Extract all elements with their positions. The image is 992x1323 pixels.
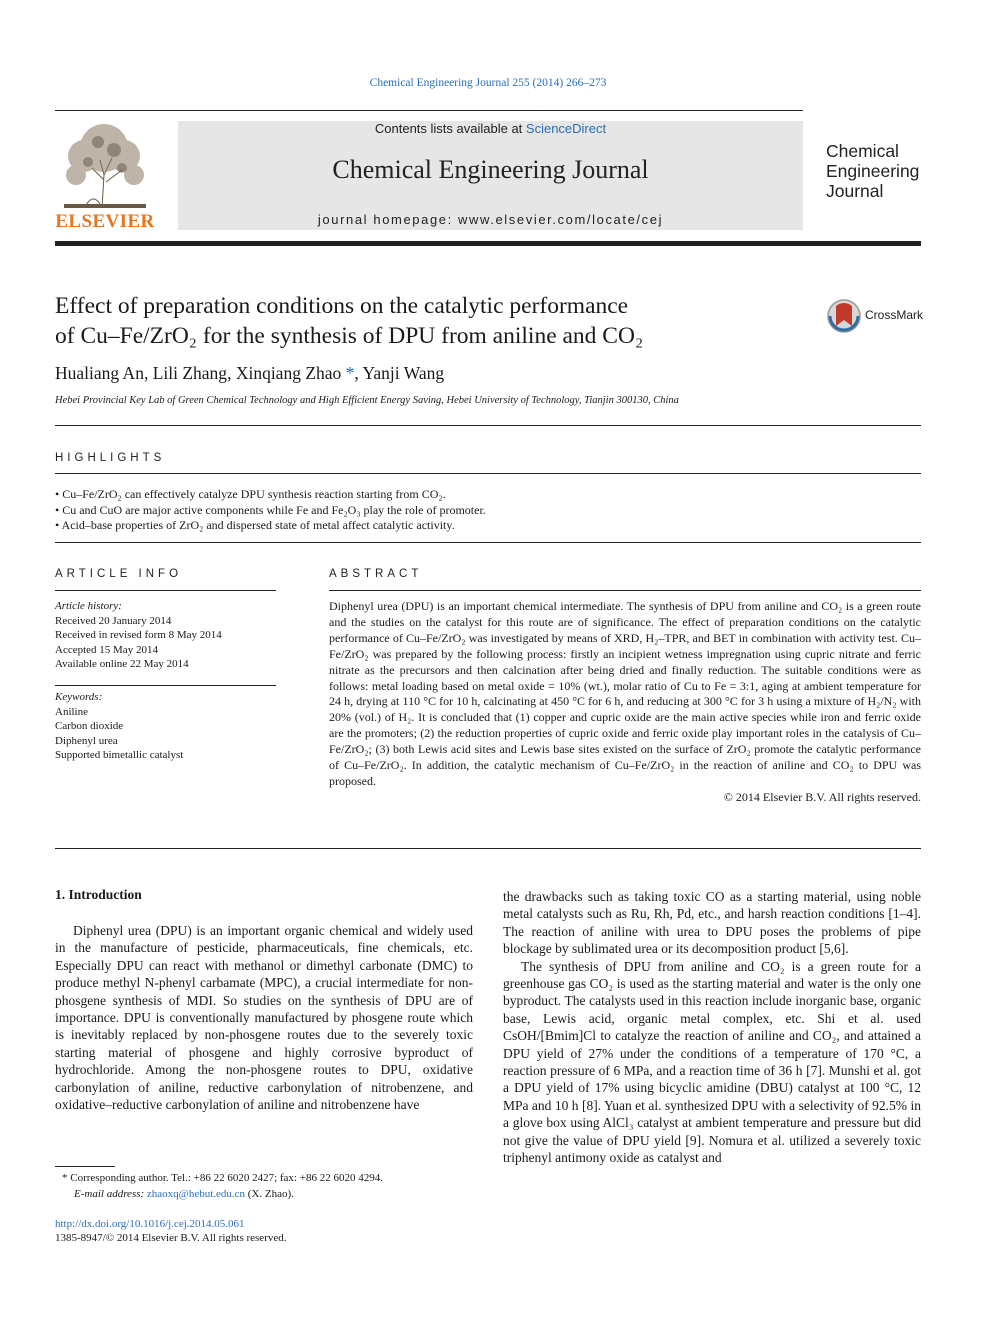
keyword: Aniline bbox=[55, 705, 88, 718]
journal-homepage[interactable]: journal homepage: www.elsevier.com/locate/cej bbox=[317, 212, 664, 227]
paragraph: The synthesis of DPU from aniline and CO₂ is a green route for a greenhouse gas CO₂ is used as the starting material and water is the only one byproduct. The catalysts used in this reaction include inorganic base, organic base, Lewis acid, organic metal complex, etc. Shi et al. used CsOH/[Bmim]Cl to catalyze the reaction of aniline and CO₂, and attained a DPU yield of 27% under the conditions of a temperature of 170 °C, a reaction pressure of 6 MPa, and a reaction time of 36 h [7]. Munshi et al. got a DPU yield of 17% using bicyclic amidine (DBU) catalyst at 100 °C, 12 MPa and 10 h [8]. Yuan et al. synthesized DPU with a selectivity of 92.5% in a glove box using AlCl₃ catalyst at ambient temperature and pressure but did not give the value of DPU yield [9]. Nomura et al. utilized a severely toxic triphenyl antimony oxide as catalyst and bbox=[503, 958, 921, 1166]
corresponding-footnote: * Corresponding author. Tel.: +86 22 6020 2427; fax: +86 22 6020 4294. bbox=[62, 1172, 383, 1184]
elsevier-tree-logo bbox=[54, 120, 156, 210]
thick-header-rule bbox=[55, 241, 921, 246]
doi-link[interactable]: http://dx.doi.org/10.1016/j.cej.2014.05.061 bbox=[55, 1218, 245, 1230]
intro-left-column bbox=[55, 922, 473, 1113]
keyword: Supported bimetallic catalyst bbox=[55, 749, 184, 761]
author-name: Lili Zhang bbox=[152, 363, 228, 383]
abstract-text: Diphenyl urea (DPU) is an important chemical intermediate. The synthesis of DPU from aniline and CO₂ is a green route and the studies on the catalyst for this route are of significance. The effect of preparation conditions on the catalytic performance of Cu–Fe/ZrO₂ was investigated by means of XRD, H₂–TPR, and BET in combination with activity test. Cu–Fe/ZrO₂ was prepared by the following process: firstly an incipient wetness impregnation using cupric nitrate and ferric nitrate as the precursors and then calcination after being dried and finally reduction. The suitable conditions were as follows: metal loading based on metal oxide = 10% (wt.), molar ratio of Cu to Fe = 3:1, aging at ambient temperature for 24 h, drying at 110 °C for 10 h, calcinating at 450 °C for 6 h, and reducing at 300 °C for 3 h using a mixture of H₂/N₂ with 20% (vol.) of H₂. It is concluded that (1) copper and cupric oxide are the main active species while iron and ferric oxide are the promoters; (2) the reduction properties of cupric oxide and ferric oxide play important roles in the catalysis of Cu–Fe/ZrO₂; (3) both Lewis acid sites and Lewis base sites existed on the surface of ZrO₂ promote the catalytic performance of Cu–Fe/ZrO₂. In addition, the catalytic mechanism of Cu–Fe/ZrO₂ in the reaction of aniline and CO₂ to DPU was proposed. bbox=[329, 599, 921, 788]
title-line: Effect of preparation conditions on the catalytic performance bbox=[55, 293, 629, 319]
keyword: Diphenyl urea bbox=[55, 734, 118, 747]
rule bbox=[55, 848, 921, 849]
rule bbox=[55, 590, 276, 591]
rule bbox=[55, 473, 921, 474]
article-history bbox=[55, 599, 285, 672]
journal-name: Chemical Engineering Journal bbox=[332, 155, 649, 184]
author-name: Xinqiang Zhao bbox=[235, 363, 342, 383]
highlight-item: • Cu and CuO are major active components while Fe and Fe₂O₃ play the role of promoter. bbox=[55, 503, 486, 517]
highlight-item: • Acid–base properties of ZrO₂ and dispersed state of metal affect catalytic activity. bbox=[55, 518, 455, 532]
issn-line: 1385-8947/© 2014 Elsevier B.V. All rights reserved. bbox=[55, 1232, 287, 1244]
header-rule bbox=[55, 110, 803, 111]
author-name: Hualiang An bbox=[55, 363, 144, 383]
keywords bbox=[55, 690, 285, 763]
history-label: Article history: bbox=[55, 600, 122, 612]
history-item: Received in revised form 8 May 2014 bbox=[55, 629, 222, 641]
history-item: Accepted 15 May 2014 bbox=[55, 643, 158, 656]
highlights-heading: HIGHLIGHTS bbox=[55, 452, 166, 464]
email-label: E-mail address: bbox=[74, 1188, 145, 1200]
journal-cover-title bbox=[826, 141, 919, 201]
cover-line: Engineering bbox=[826, 161, 920, 181]
history-item: Available online 22 May 2014 bbox=[55, 658, 189, 670]
footnote-rule bbox=[55, 1166, 115, 1167]
email-suffix: (X. Zhao). bbox=[247, 1188, 294, 1200]
sciencedirect-link[interactable]: ScienceDirect bbox=[525, 121, 607, 136]
abstract-body bbox=[329, 599, 921, 806]
author-list: Hualiang An, Lili Zhang, Xinqiang Zhao *, Yanji Wang bbox=[55, 363, 445, 383]
crossmark-label[interactable]: CrossMark bbox=[865, 308, 924, 322]
email-footnote bbox=[74, 1187, 294, 1202]
rule bbox=[55, 542, 921, 543]
section-heading: 1. Introduction bbox=[55, 887, 142, 902]
title-line: of Cu–Fe/ZrO₂ for the synthesis of DPU from aniline and CO₂ bbox=[55, 323, 644, 349]
rule bbox=[55, 425, 921, 426]
email-link[interactable]: zhaoxq@hebut.edu.cn bbox=[146, 1188, 246, 1200]
highlight-item: • Cu–Fe/ZrO₂ can effectively catalyze DPU synthesis reaction starting from CO₂. bbox=[55, 487, 446, 501]
history-item: Received 20 January 2014 bbox=[55, 614, 172, 627]
elsevier-wordmark: ELSEVIER bbox=[55, 211, 155, 232]
rule bbox=[329, 590, 921, 591]
contents-prefix: Contents lists available at bbox=[374, 121, 526, 136]
cover-line: Journal bbox=[826, 181, 884, 201]
rule bbox=[55, 685, 276, 686]
crossmark-icon[interactable] bbox=[826, 298, 862, 334]
contents-line bbox=[178, 121, 803, 136]
paragraph: Diphenyl urea (DPU) is an important organic chemical and widely used in the manufacture of pesticide, pharmaceuticals, fine chemicals, etc. Especially DPU can react with methanol or dimethyl carbonate (DMC) to produce methyl N-phenyl carbamate (MPC), a crucial intermediate for non-phosgene synthesis of MDI. So studies on the synthesis of DPU are of importance. DPU is conventionally manufactured by phosgene route which is inevitably replaced by non-phosgene routes due to the severely toxic starting material of phosgene and highly corrosive byproduct of hydrochloride. Among the non-phosgene routes to DPU, oxidative carbonylation of aniline, reductive carbonylation of nitrobenzene, and oxidative–reductive carbonylation of aniline and nitrobenzene have bbox=[55, 923, 473, 1113]
journal-citation[interactable]: Chemical Engineering Journal 255 (2014) 266–273 bbox=[369, 77, 607, 89]
corresponding-author-mark[interactable]: * bbox=[345, 363, 355, 383]
author-name: Yanji Wang bbox=[362, 363, 445, 383]
intro-right-column bbox=[503, 888, 921, 1167]
keywords-label: Keywords: bbox=[55, 691, 103, 703]
paragraph: the drawbacks such as taking toxic CO as a starting material, using noble metal catalysts such as Ru, Rh, Pd, etc., and harsh reaction conditions [1–4]. The reaction of aniline with urea to DPU poses the problems of pipe blockage by sublimated urea or its decomposition product [5,6]. bbox=[503, 889, 921, 957]
article-title bbox=[55, 291, 775, 351]
cover-line: Chemical bbox=[826, 141, 899, 161]
article-info-heading: ARTICLE INFO bbox=[55, 568, 183, 580]
keyword: Carbon dioxide bbox=[55, 720, 124, 732]
abstract-heading: ABSTRACT bbox=[329, 568, 423, 580]
abstract-copyright: © 2014 Elsevier B.V. All rights reserved. bbox=[723, 789, 921, 804]
affiliation: Hebei Provincial Key Lab of Green Chemical Technology and High Efficient Energy Saving, Hebei University of Technology, Tianjin 300130, China bbox=[55, 395, 679, 406]
